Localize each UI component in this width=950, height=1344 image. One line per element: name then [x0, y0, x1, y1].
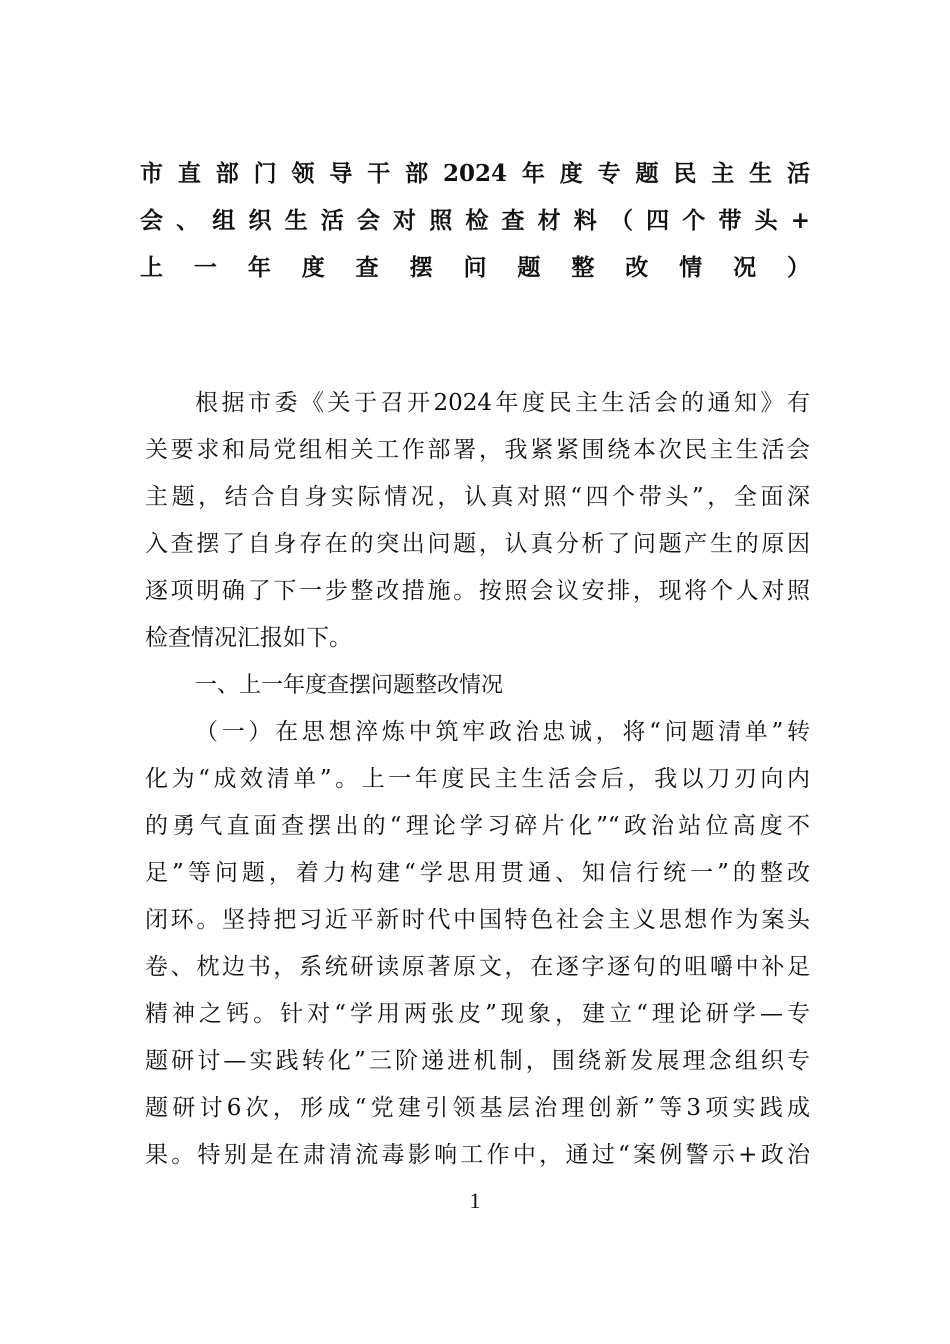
- intro-paragraph: [145, 380, 810, 662]
- title-line-2: 会、组织生活会对照检查材料（四个带头+: [140, 207, 810, 234]
- intro-line-3: 主题，结合自身实际情况，认真对照“四个带头”，全面深: [145, 484, 810, 510]
- subsection-line-5: 闭环。坚持把习近平新时代中国特色社会主义思想作为案头: [145, 907, 810, 933]
- page-number: 1: [469, 1188, 481, 1213]
- document-body: [145, 380, 810, 1179]
- title-line-3: 上一年度查摆问题整改情况）: [140, 254, 810, 281]
- intro-line-2: 关要求和局党组相关工作部署，我紧紧围绕本次民主生活会: [145, 437, 810, 463]
- intro-line-5: 逐项明确了下一步整改措施。按照会议安排，现将个人对照: [145, 578, 810, 604]
- title-line-1: 市直部门领导干部2024年度专题民主生活: [140, 160, 810, 187]
- subsection-line-8: 题研讨—实践转化”三阶递进机制，围绕新发展理念组织专: [145, 1048, 810, 1074]
- document-title: [140, 150, 810, 291]
- subsection-line-7: 精神之钙。针对“学用两张皮”现象，建立“理论研学—专: [145, 1001, 810, 1027]
- section-heading: 一、上一年度查摆问题整改情况: [195, 673, 504, 698]
- subsection-line-3: 的勇气直面查摆出的“理论学习碎片化”“政治站位高度不: [145, 813, 810, 839]
- intro-line-4: 入查摆了自身存在的突出问题，认真分析了问题产生的原因: [145, 531, 810, 557]
- subsection-line-9: 题研讨6次，形成“党建引领基层治理创新”等3项实践成: [145, 1095, 810, 1121]
- subsection-line-6: 卷、枕边书，系统研读原著原文，在逐字逐句的咀嚼中补足: [145, 954, 810, 980]
- subsection-line-10: 果。特别是在肃清流毒影响工作中，通过“案例警示+政治: [145, 1142, 810, 1168]
- subsection-line-2: 化为“成效清单”。上一年度民主生活会后，我以刀刃向内: [145, 766, 810, 792]
- intro-line-1: 根据市委《关于召开2024年度民主生活会的通知》有: [195, 390, 810, 416]
- subsection-paragraph: [145, 709, 810, 1179]
- subsection-line-1: （一）在思想淬炼中筑牢政治忠诚，将“问题清单”转: [195, 719, 810, 745]
- intro-line-6: 检查情况汇报如下。: [145, 625, 352, 651]
- subsection-line-4: 足”等问题，着力构建“学思用贯通、知信行统一”的整改: [145, 860, 810, 886]
